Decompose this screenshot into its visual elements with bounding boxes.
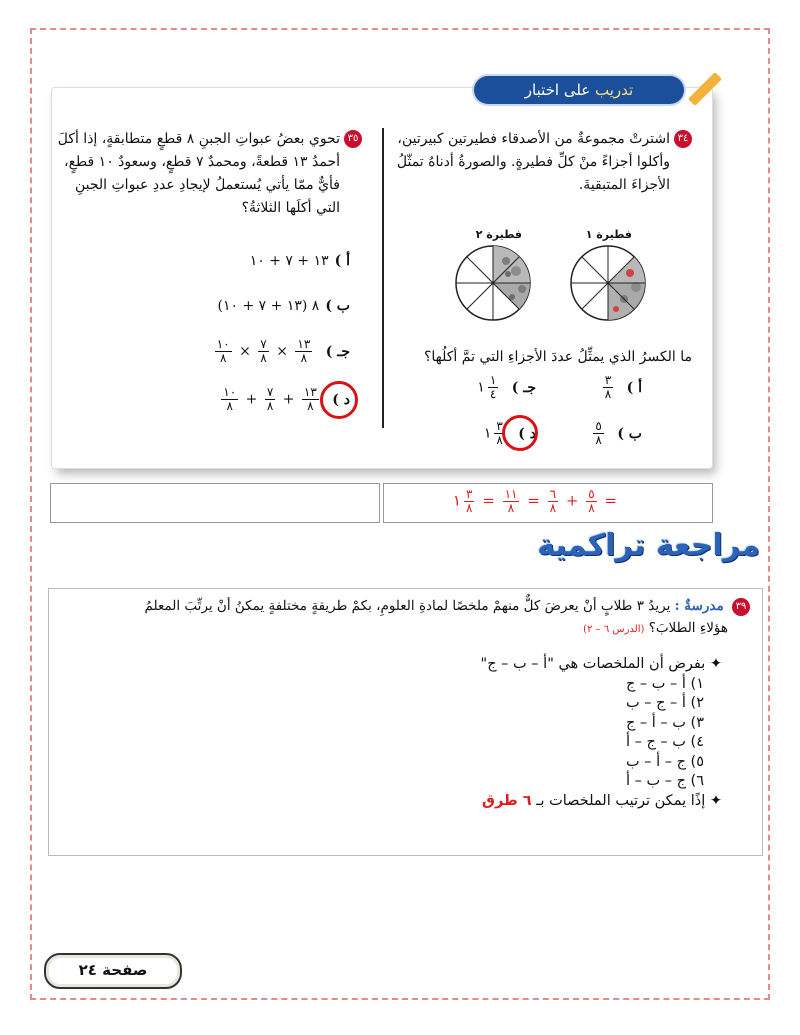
worked-frac-1-den: ٨ — [465, 501, 473, 515]
q34-option-b-num: ٥ — [595, 419, 602, 433]
q35-option-d-fraction-1 — [302, 386, 319, 413]
order-4: ٤) ب – ج – أ — [625, 734, 704, 750]
worked-frac-1 — [464, 488, 474, 515]
q34-option-b-den: ٨ — [595, 433, 602, 447]
q34-option-c-fraction — [488, 374, 498, 401]
pie-2 — [456, 246, 530, 320]
q34-option-b-label: ب ) — [617, 425, 642, 442]
q35-line-2: أحمدُ ١٣ قطعةً، ومحمدٌ ٧ قطعٍ، وسعودٌ ١٠ قطعٍ، — [64, 154, 340, 170]
review-line-2: هؤلاءِ الطلابَ؟ — [648, 620, 728, 636]
q35-option-c-label: جـ ) — [325, 343, 350, 360]
question-number-35: ٣٥ — [344, 130, 362, 148]
conclusion-line — [481, 792, 722, 812]
worked-plus: + — [565, 491, 579, 510]
q35-option-c-fraction-3 — [215, 338, 232, 365]
banner-word-practice: تدريب — [595, 81, 634, 99]
worked-frac-3 — [548, 488, 558, 515]
q35-d-op-2: + — [245, 391, 258, 408]
q35-d-num-3: ١٠ — [223, 385, 237, 399]
column-divider — [382, 128, 384, 428]
q34-option-c-whole: ١ — [477, 379, 485, 396]
q35-c-num-2: ٧ — [260, 337, 267, 351]
q34-option-b[interactable] — [590, 420, 642, 447]
q35-option-a[interactable] — [250, 253, 350, 269]
answer-box-q35 — [50, 483, 380, 523]
worked-frac-4-den: ٨ — [588, 501, 595, 515]
q35-d-num-2: ٧ — [266, 385, 274, 399]
review-question-title: مدرسةٌ : — [674, 598, 724, 614]
q35-c-num-3: ١٠ — [216, 337, 230, 351]
lesson-reference: (الدرس ٦ – ٢) — [583, 624, 645, 635]
q35-option-a-label: أ ) — [334, 253, 350, 269]
question-number-34: ٣٤ — [674, 130, 692, 148]
q35-option-c[interactable] — [212, 338, 350, 365]
q34-option-a-label: أ ) — [626, 379, 642, 396]
q35-option-a-text: ١٣ + ٧ + ١٠ — [249, 253, 329, 269]
page-number-badge: صفحة ٢٤ — [44, 953, 182, 989]
q34-option-d-label: د ) — [518, 425, 536, 442]
q35-c-num-1: ١٣ — [297, 337, 311, 351]
pie-1 — [571, 246, 645, 320]
q34-line-1: اشترتْ مجموعةٌ من الأصدقاء فطيرتين كبيرتين، — [397, 131, 670, 147]
q35-c-den-3: ٨ — [219, 351, 227, 365]
q35-option-b[interactable] — [217, 298, 350, 314]
q35-c-den-2: ٨ — [260, 351, 267, 365]
q35-d-op-1: + — [282, 391, 295, 408]
q34-option-a[interactable] — [600, 374, 642, 401]
question-34 — [392, 128, 692, 197]
question-35 — [52, 128, 362, 220]
q35-option-d-fraction-2 — [265, 386, 275, 413]
answer-circle-q35 — [320, 381, 358, 419]
answer-box-q34 — [383, 483, 713, 523]
q34-option-d-num: ٣ — [496, 419, 503, 433]
q35-line-1: تحوي بعضُ عبواتِ الجبنِ ٨ قطعٍ متطابقةٍ، إذا أكلَ — [57, 131, 340, 147]
worked-frac-2-den: ٨ — [507, 501, 515, 515]
order-1: ١) أ – ب – ج — [625, 675, 704, 692]
worked-frac-2-num: ١١ — [504, 487, 518, 501]
review-title: مراجعة تراكمية — [537, 528, 760, 563]
q35-c-den-1: ٨ — [300, 351, 308, 365]
worked-frac-3-den: ٨ — [549, 501, 557, 515]
q34-option-c[interactable] — [477, 374, 536, 401]
q35-c-op-2: × — [239, 343, 251, 360]
q35-line-3: فأيٌّ ممّا يأتي يُستعملُ لإيجادِ عددِ عبواتِ الجبنِ — [74, 177, 340, 193]
worked-eq-3: = — [604, 491, 617, 510]
worked-frac-3-num: ٦ — [549, 487, 557, 501]
assumption-line: ✦ بفرض أن الملخصات هي "أ – ب – ج" — [480, 656, 722, 672]
q35-option-d-fraction-3 — [221, 386, 238, 413]
q35-option-b-text: ٨ (١٣ + ٧ + ١٠) — [217, 298, 320, 314]
conclusion-answer: ٦ طرق — [482, 792, 532, 809]
conclusion-text: ✦ إذًا يمكن ترتيب الملخصات بـ — [536, 792, 722, 809]
worked-frac-1-num: ٣ — [465, 487, 473, 501]
q35-option-c-fraction-2 — [258, 338, 268, 365]
banner-word-test: على اختبار — [524, 81, 596, 99]
q34-option-a-fraction — [603, 374, 613, 401]
q35-option-d-label: د ) — [332, 391, 350, 408]
order-6: ٦) ج – ب – أ — [625, 773, 704, 789]
q34-line-2: وأكلوا أجزاءً منْ كلِّ فطيرةٍ. والصورةُ أدناهُ تمثّلُ — [396, 154, 670, 170]
q35-d-num-1: ١٣ — [303, 385, 317, 399]
q35-option-c-fraction-1 — [295, 338, 312, 365]
pies-illustration — [448, 243, 658, 323]
review-question-39 — [60, 595, 750, 641]
q34-option-d-den: ٨ — [496, 433, 503, 447]
q34-option-c-label: جـ ) — [511, 379, 536, 396]
pie-1-label: فطيرة ١ — [585, 228, 632, 241]
pie-2-label: فطيرة ٢ — [475, 228, 522, 241]
practice-card — [52, 81, 712, 468]
q35-d-den-1: ٨ — [307, 399, 314, 413]
worked-frac-4 — [586, 488, 596, 515]
q35-option-b-label: ب ) — [325, 298, 350, 314]
review-section — [48, 588, 763, 856]
q34-question: ما الكسرُ الذي يمثِّلُ عددَ الأجزاءِ التي تمَّ أكلُها؟ — [423, 349, 692, 365]
order-3: ٣) ب – أ – ج — [625, 714, 704, 731]
q34-option-a-num: ٣ — [604, 373, 612, 387]
q34-option-c-den: ٤ — [489, 387, 497, 401]
q34-option-c-num: ١ — [489, 373, 497, 387]
answer-circle-q34 — [502, 415, 538, 451]
order-2: ٢) أ – ج – ب — [625, 695, 704, 711]
q35-d-den-3: ٨ — [226, 399, 233, 413]
q34-line-3: الأجزاءَ المتبقيةَ. — [578, 177, 670, 193]
q34-option-d-whole: ١ — [483, 425, 492, 442]
worked-frac-2 — [503, 488, 520, 515]
worked-eq-1: = — [482, 491, 495, 510]
q34-option-a-den: ٨ — [604, 387, 612, 401]
worked-frac-4-num: ٥ — [588, 487, 595, 501]
practice-banner — [474, 76, 684, 104]
q35-line-4: التي أكلَها الثلاثةُ؟ — [241, 200, 340, 216]
order-5: ٥) ج – أ – ب — [625, 753, 704, 770]
q34-option-b-fraction — [593, 420, 603, 447]
review-line-1: يريدُ ٣ طلابٍ أنْ يعرضَ كلٌّ منهمْ ملخصًا لمادةِ العلومِ، بكمْ طريقةٍ مختلفةٍ يمكنُ أنْ يرتِّبَ المعلمُ — [144, 598, 671, 614]
solution-steps — [481, 655, 722, 811]
worked-eq-2: = — [527, 491, 540, 510]
question-number-39: ٣٩ — [732, 598, 750, 616]
q34-worked-answer — [453, 488, 617, 515]
q35-c-op-1: × — [276, 343, 288, 360]
q35-d-den-2: ٨ — [266, 399, 274, 413]
worked-whole: ١ — [452, 491, 461, 510]
